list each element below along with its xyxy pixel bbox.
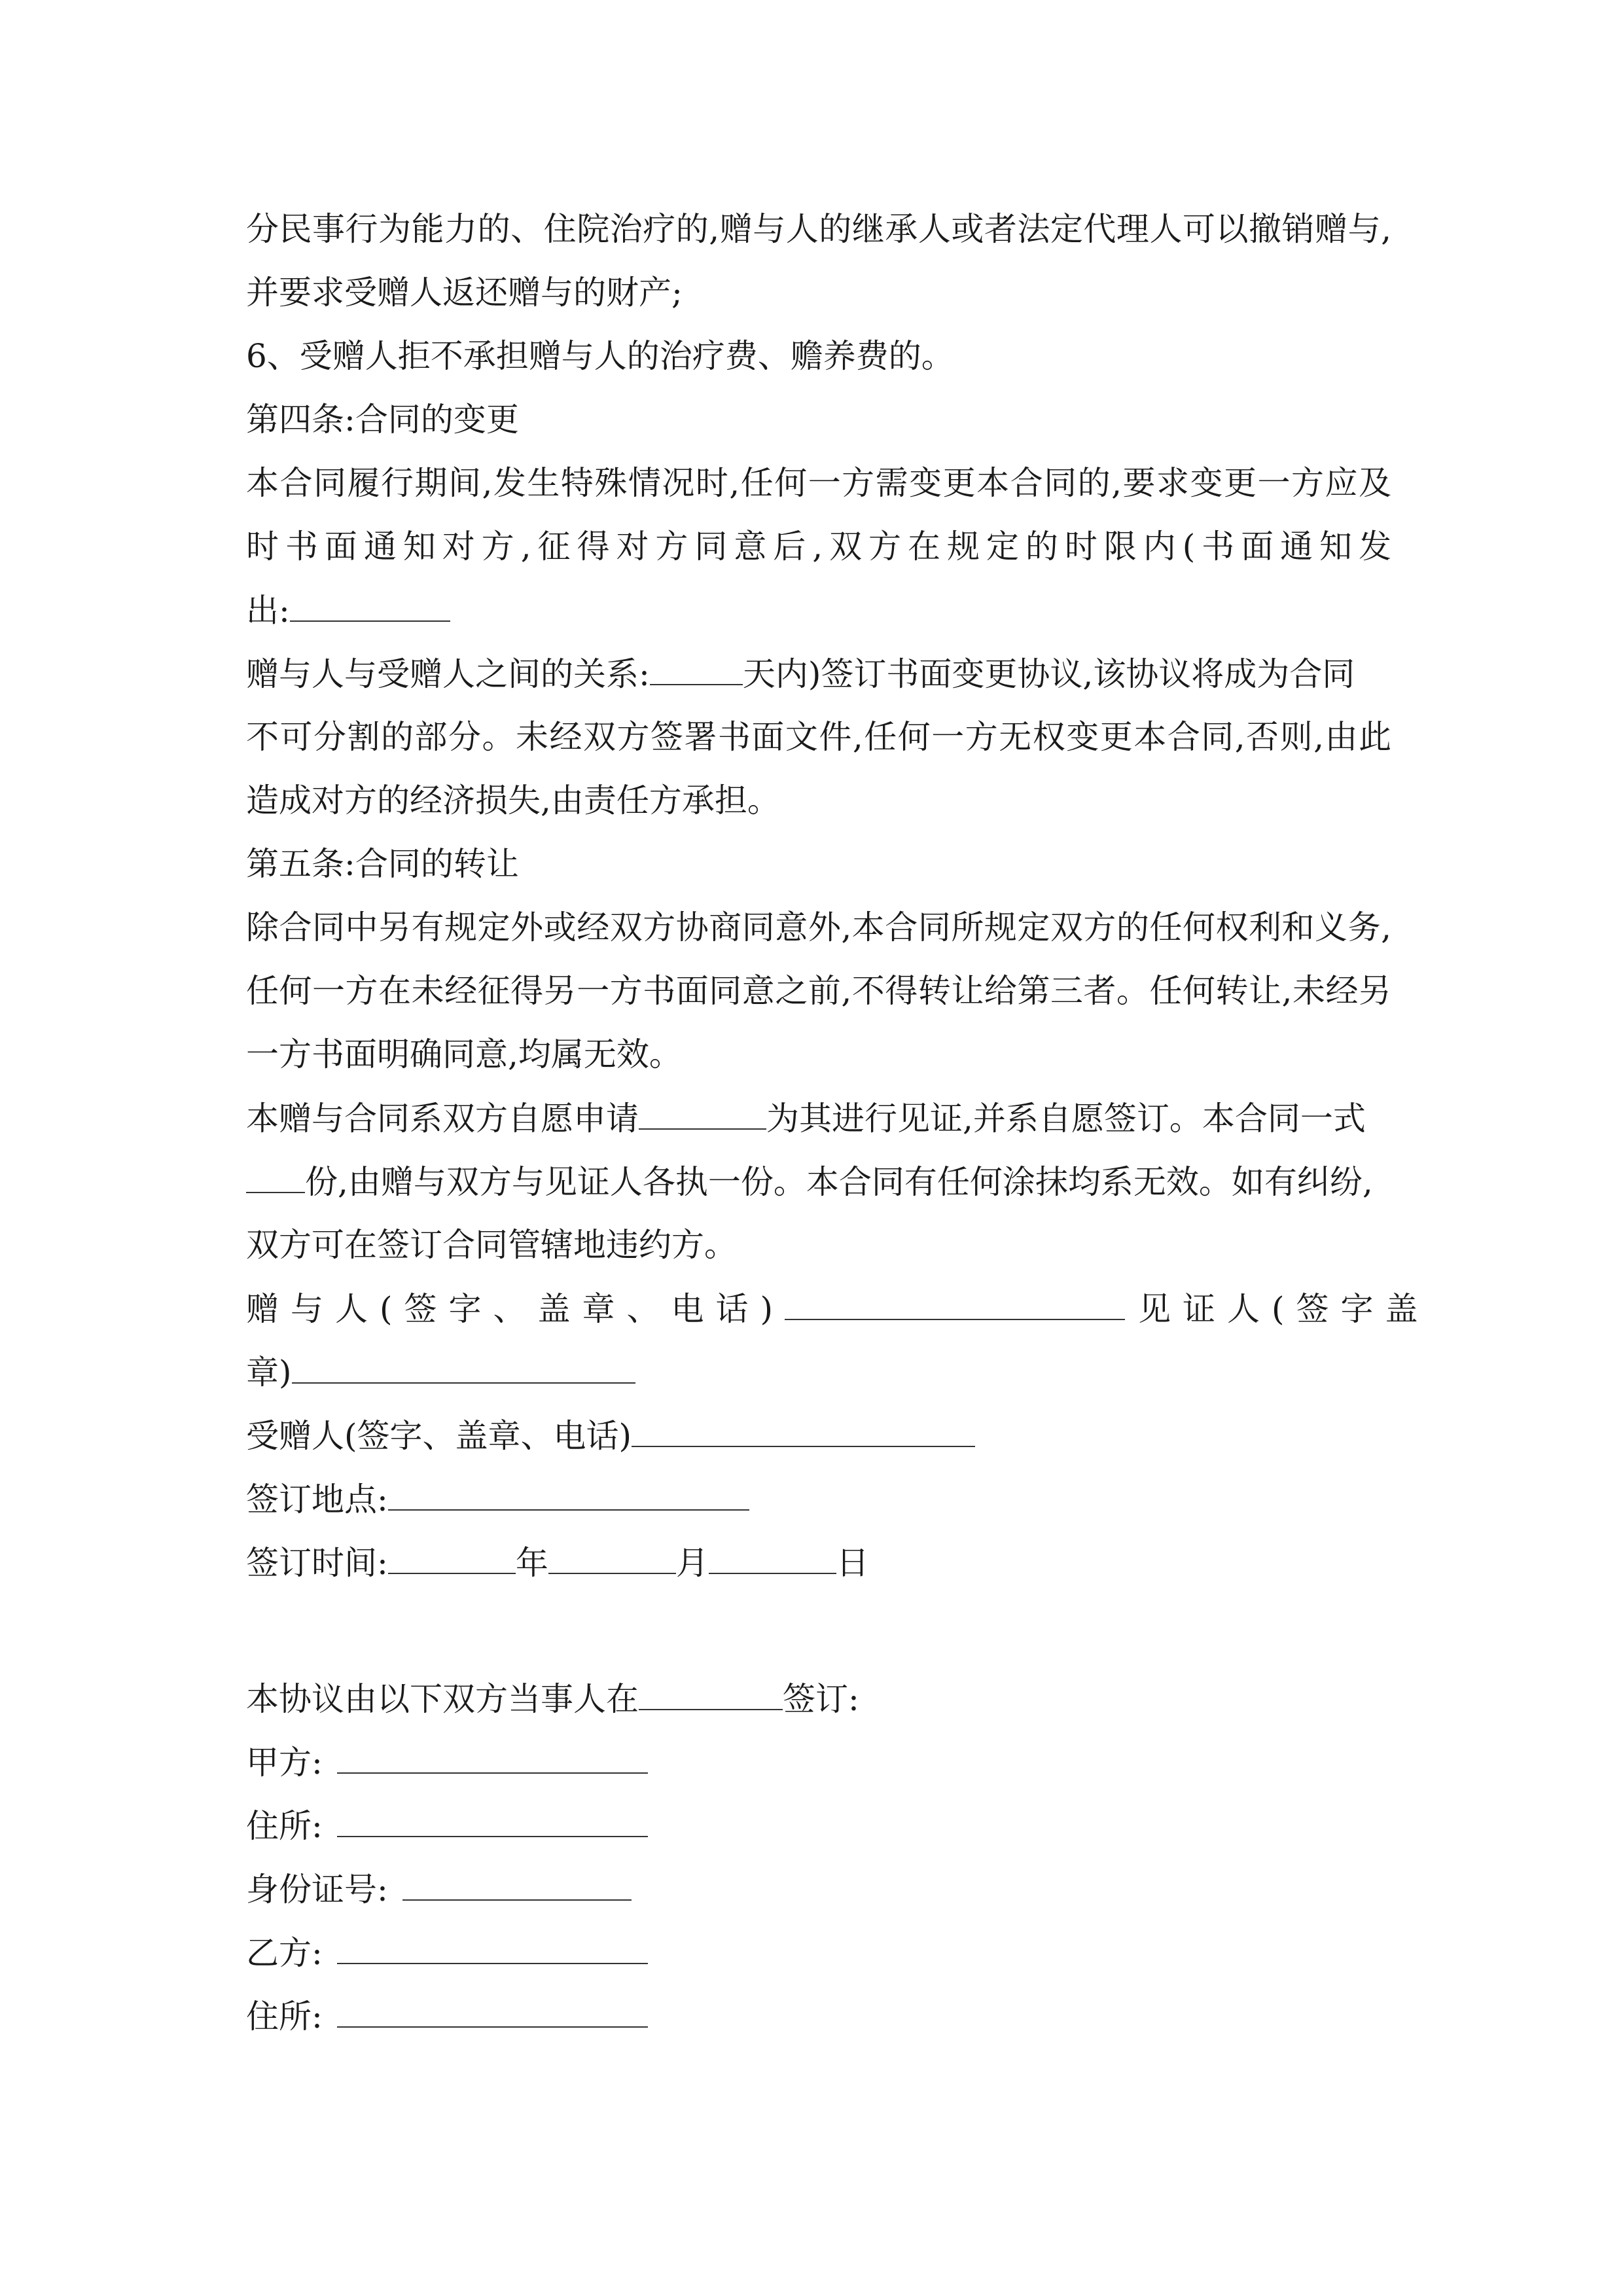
copies-text: 份,由赠与双方与见证人各执一份。本合同有任何涂抹均系无效。如有纠纷, [305, 1163, 1373, 1201]
witness-label: 本赠与合同系双方自愿申请 [246, 1100, 639, 1138]
party-a-address-line [246, 1804, 1391, 1847]
clause-text-line: 本合同履行期间,发生特殊情况时,任何一方需变更本合同的,要求变更一方应及 [246, 464, 1391, 502]
party-b-address-label: 住所: [246, 1998, 323, 2036]
donor-signature-blank[interactable] [785, 1287, 1125, 1320]
relation-label: 赠与人与受赠人之间的关系: [246, 655, 650, 693]
witness-signature-blank[interactable] [292, 1351, 635, 1384]
party-a-line [246, 1741, 1391, 1784]
relation-line [246, 653, 1391, 695]
id-number-line [246, 1868, 1391, 1910]
article-4-heading: 第四条:合同的变更 [246, 401, 519, 439]
agreement-sign-label: 签订: [783, 1680, 859, 1718]
notice-label: 出: [246, 592, 290, 630]
copies-line [246, 1160, 1391, 1203]
witness-signature-line [246, 1351, 1391, 1393]
party-a-address-label: 住所: [246, 1807, 323, 1845]
relation-text: 天内)签订书面变更协议,该协议将成为合同 [742, 655, 1355, 693]
days-blank[interactable] [650, 653, 743, 685]
witness-signature-label-end: 章) [246, 1354, 292, 1391]
copies-blank[interactable] [246, 1160, 305, 1193]
notice-date-line [246, 589, 1391, 632]
clause-text-line: 一方书面明确同意,均属无效。 [246, 1035, 682, 1073]
sign-date-line [246, 1541, 1391, 1584]
clause-text-line: 任何一方在未经征得另一方书面同意之前,不得转让给第三者。任何转让,未经另 [246, 972, 1391, 1010]
id-number-blank[interactable] [402, 1868, 632, 1901]
party-a-blank[interactable] [337, 1741, 648, 1774]
month-label: 月 [675, 1544, 709, 1582]
party-a-label: 甲方: [246, 1744, 323, 1782]
id-number-label: 身份证号: [246, 1871, 388, 1909]
clause-text-line: 分民事行为能力的、住院治疗的,赠与人的继承人或者法定代理人可以撤销赠与, [246, 210, 1391, 248]
year-label: 年 [515, 1544, 548, 1582]
year-blank[interactable] [388, 1541, 516, 1574]
sign-place-label: 签订地点: [246, 1480, 388, 1518]
day-label: 日 [836, 1544, 869, 1582]
clause-text-line: 双方可在签订合同管辖地违约方。 [246, 1226, 737, 1264]
donee-signature-line [246, 1414, 1391, 1457]
day-blank[interactable] [709, 1541, 836, 1574]
party-b-address-line [246, 1995, 1391, 2037]
agreement-place-label: 本协议由以下双方当事人在 [246, 1680, 639, 1718]
clause-item-6: 6、受赠人拒不承担赠与人的治疗费、赡养费的。 [246, 337, 954, 375]
clause-text-line: 时书面通知对方,征得对方同意后,双方在规定的时限内(书面通知发 [246, 528, 1391, 565]
article-5-heading: 第五条:合同的转让 [246, 845, 519, 883]
donee-signature-blank[interactable] [632, 1414, 975, 1447]
party-b-blank[interactable] [337, 1931, 648, 1964]
witness-line [246, 1097, 1391, 1139]
donor-signature-line [246, 1287, 1430, 1330]
witness-blank[interactable] [639, 1097, 766, 1130]
sign-date-label: 签订时间: [246, 1544, 388, 1582]
clause-text-line: 造成对方的经济损失,由责任方承担。 [246, 781, 780, 819]
witness-signature-label: 见证人(签字盖 [1138, 1290, 1430, 1328]
witness-text: 为其进行见证,并系自愿签订。本合同一式 [766, 1100, 1366, 1138]
sign-place-blank[interactable] [388, 1478, 749, 1511]
sign-place-line [246, 1478, 1391, 1520]
party-b-line [246, 1931, 1391, 1974]
clause-text-line: 除合同中另有规定外或经双方协商同意外,本合同所规定双方的任何权利和义务, [246, 908, 1391, 946]
agreement-place-blank[interactable] [639, 1677, 783, 1710]
party-b-label: 乙方: [246, 1934, 323, 1972]
agreement-place-line [246, 1677, 1391, 1720]
clause-text-line: 不可分割的部分。未经双方签署书面文件,任何一方无权变更本合同,否则,由此 [246, 718, 1391, 756]
notice-blank[interactable] [290, 589, 450, 622]
party-a-address-blank[interactable] [337, 1804, 648, 1837]
donor-signature-label: 赠与人(签字、盖章、电话) [246, 1290, 785, 1328]
month-blank[interactable] [548, 1541, 676, 1574]
clause-text-line: 并要求受赠人返还赠与的财产; [246, 274, 683, 312]
donee-signature-label: 受赠人(签字、盖章、电话) [246, 1417, 632, 1455]
party-b-address-blank[interactable] [337, 1995, 648, 2028]
